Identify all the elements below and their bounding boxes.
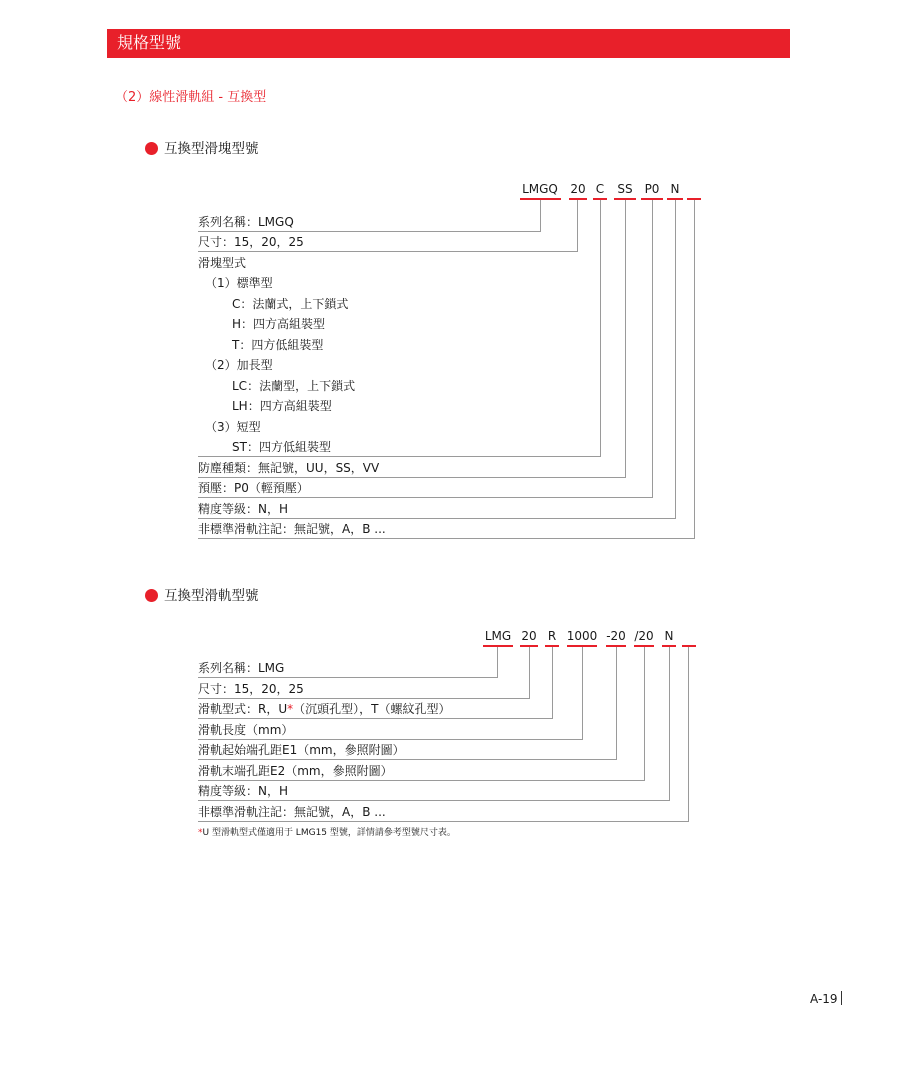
rail-section-title: 互換型滑軌型號 [164,588,259,604]
code-series: LMGQ [522,182,558,196]
connector-line [198,518,676,519]
connector-line [198,456,601,457]
code-dust: SS [617,182,633,196]
connector-line [552,647,553,719]
label-rail-type-main: 滑軌型式：R，U [198,702,288,716]
label-series: 系列名稱：LMG [198,661,285,675]
block-section-title: 互換型滑塊型號 [164,141,259,157]
connector-line [198,718,553,719]
label-block-type: 滑塊型式 [198,256,247,270]
connector-line [198,800,670,801]
connector-line [600,200,601,457]
label-size: 尺寸：15，20，25 [198,235,304,249]
connector-line [198,698,530,699]
block-section-heading [145,140,259,158]
label-long: （2）加長型 [205,358,273,372]
label-precision: 精度等級：N，H [198,502,289,516]
connector-line [675,200,676,519]
section-header-banner [107,29,790,58]
connector-line [540,200,541,232]
code-underline [682,645,696,647]
connector-line [198,538,695,539]
label-precision: 精度等級：N，H [198,784,289,798]
connector-line [198,497,653,498]
connector-line [198,677,498,678]
label-size: 尺寸：15，20，25 [198,682,304,696]
code-size: 20 [521,629,537,643]
label-type-st: ST：四方低組裝型 [232,440,331,454]
code-series: LMG [484,629,512,643]
label-e2: 滑軌末端孔距E2（mm，參照附圖） [198,764,393,778]
page-number-divider [841,991,842,1005]
connector-line [625,200,626,478]
label-type-lc: LC：法蘭型，上下鎖式 [232,379,356,393]
label-length: 滑軌長度（mm） [198,723,294,737]
code-underline [483,645,513,647]
rail-section-heading [145,587,259,605]
label-series: 系列名稱：LMGQ [198,215,294,229]
code-size: 20 [570,182,586,196]
label-dust: 防塵種類：無記號，UU，SS，VV [198,461,380,475]
label-type-h: H：四方高組裝型 [232,317,326,331]
footnote-star: * [198,828,203,838]
connector-line [198,739,583,740]
label-type-c: C：法蘭式，上下鎖式 [232,297,349,311]
bullet-dot-icon [145,142,158,155]
connector-line [669,647,670,801]
code-e1: -20 [606,629,626,643]
label-rail-type-rest: （沉頭孔型），T（螺紋孔型） [293,702,451,716]
section-title: 規格型號 [117,33,182,52]
subsection-heading [115,89,266,107]
connector-line [577,200,578,252]
connector-line [582,647,583,740]
footnote-star: * [287,702,294,716]
code-precision: N [664,629,674,643]
label-preload: 預壓：P0（輕預壓） [198,481,309,495]
label-nonstandard: 非標準滑軌注記：無記號，A，B ... [198,805,386,819]
label-e1: 滑軌起始端孔距E1（mm，參照附圖） [198,743,405,757]
label-standard: （1）標準型 [205,276,273,290]
code-e2: /20 [634,629,654,643]
footnote [198,827,456,839]
connector-line [198,759,617,760]
bullet-dot-icon [145,589,158,602]
connector-line [688,647,689,822]
label-type-t: T：四方低組裝型 [232,338,324,352]
code-block-type: C [595,182,605,196]
code-precision: N [670,182,680,196]
page-number: A-19 [810,992,838,1006]
label-type-lh: LH：四方高組裝型 [232,399,332,413]
subsection-number: （2） [115,90,150,105]
code-rail-type: R [547,629,557,643]
connector-line [529,647,530,699]
label-short: （3）短型 [205,420,261,434]
label-nonstandard: 非標準滑軌注記：無記號，A，B ... [198,522,386,536]
connector-line [694,200,695,539]
connector-line [198,477,626,478]
connector-line [198,251,578,252]
connector-line [198,780,645,781]
footnote-text: U 型滑軌型式僅適用于 LMG15 型號，詳情請參考型號尺寸表。 [202,828,456,838]
connector-line [644,647,645,781]
connector-line [497,647,498,678]
code-length: 1000 [566,629,598,643]
label-rail-type [198,702,450,716]
connector-line [652,200,653,498]
code-preload: P0 [644,182,660,196]
connector-line [198,821,689,822]
connector-line [198,231,541,232]
connector-line [616,647,617,760]
subsection-text: 線性滑軌組 - 互換型 [149,90,267,105]
code-underline [569,198,587,200]
